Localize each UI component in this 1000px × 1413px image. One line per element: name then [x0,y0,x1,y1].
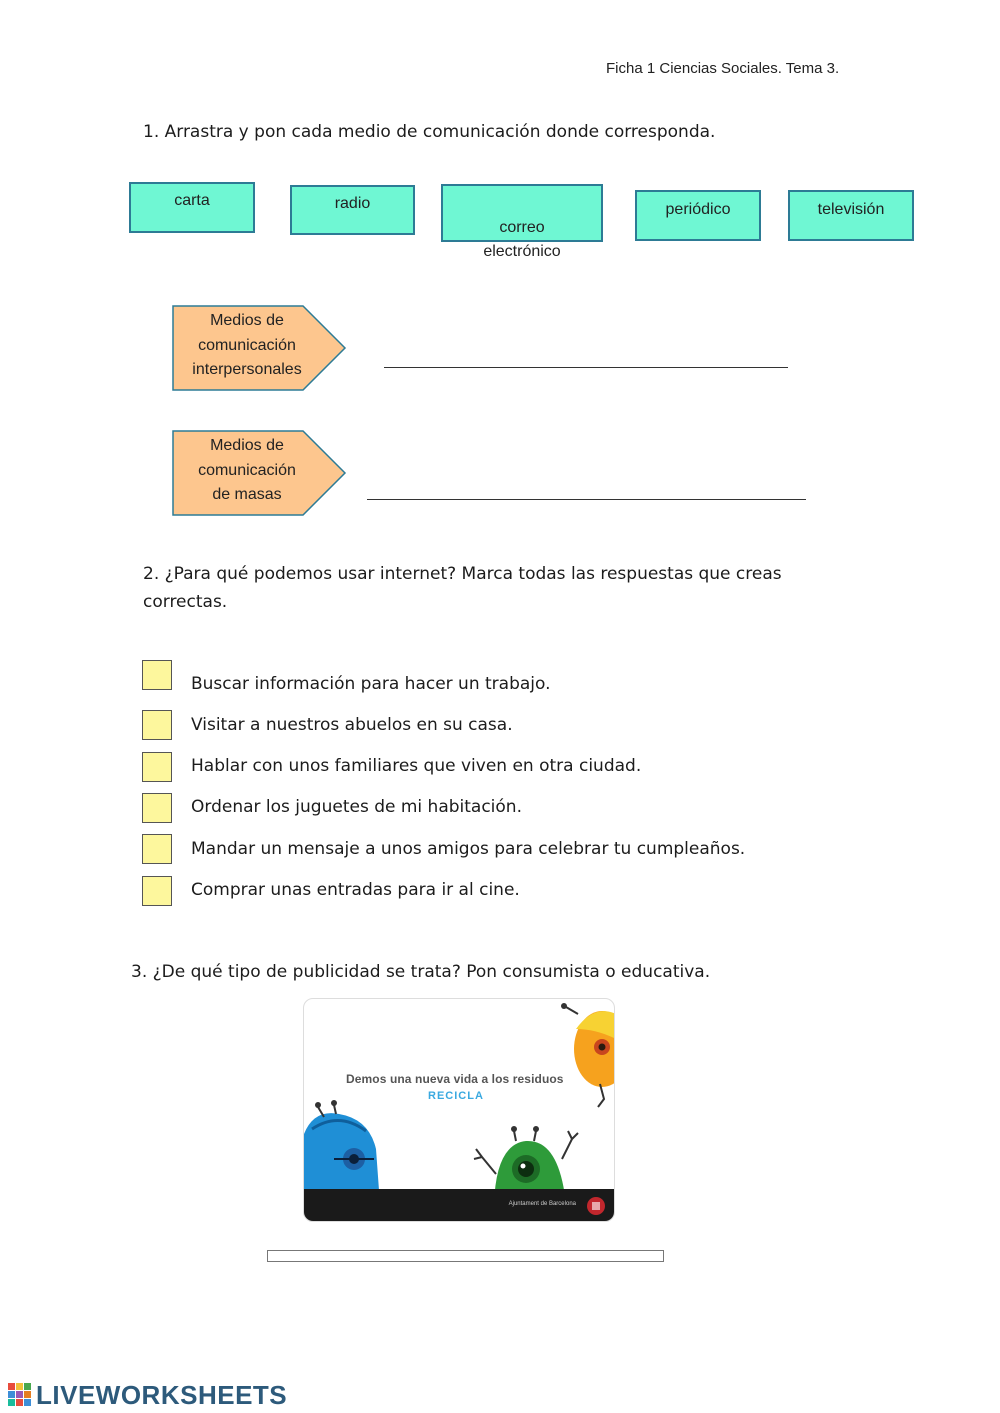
drag-item-radio[interactable] [290,185,415,235]
liveworksheets-logo-icon [8,1383,32,1407]
question-1-prompt: 1. Arrastra y pon cada medio de comunicación donde corresponda. [143,122,716,142]
checkbox-option-2[interactable] [142,710,172,740]
drag-item-label: correo electrónico [483,219,561,260]
option-label-1: Buscar información para hacer un trabajo. [191,674,551,694]
drag-item-label: periódico [665,201,731,218]
drag-item-label: radio [334,195,371,212]
option-label-3: Hablar con unos familiares que viven en otra ciudad. [191,756,642,776]
checkbox-option-1[interactable] [142,660,172,690]
checkbox-option-4[interactable] [142,793,172,823]
checkbox-option-6[interactable] [142,876,172,906]
drag-item-label: carta [174,192,210,209]
worksheet-header: Ficha 1 Ciencias Sociales. Tema 3. [606,60,840,77]
ad-headline: Demos una nueva vida a los residuos [346,1072,564,1086]
answer-input-publicidad[interactable] [267,1250,664,1262]
drop-zone-interpersonales[interactable] [384,367,788,368]
ad-subheadline: RECICLA [428,1090,484,1102]
category-label: Medios de comunicación de masas [198,437,296,503]
question-3-prompt: 3. ¿De qué tipo de publicidad se trata? Pon consumista o educativa. [131,962,711,982]
checkbox-option-5[interactable] [142,834,172,864]
option-label-2: Visitar a nuestros abuelos en su casa. [191,715,513,735]
ad-footer-bar [304,1189,615,1222]
drag-item-label: televisión [817,201,885,218]
drop-zone-masas[interactable] [367,499,806,500]
ad-footer-text: Ajuntament de Barcelona [508,1201,576,1207]
option-label-4: Ordenar los juguetes de mi habitación. [191,797,522,817]
logo-text: LIVEWORKSHEETS [36,1379,288,1410]
category-interpersonales [172,305,347,391]
drag-item-carta[interactable] [129,182,255,233]
category-label: Medios de comunicación interpersonales [192,312,302,378]
checkbox-option-3[interactable] [142,752,172,782]
drag-item-correo-electronico[interactable] [441,184,603,260]
option-label-6: Comprar unas entradas para ir al cine. [191,880,520,900]
option-label-5: Mandar un mensaje a unos amigos para celebrar tu cumpleaños. [191,839,746,859]
recycling-ad-image [303,998,615,1222]
drag-item-periodico[interactable] [635,190,761,241]
liveworksheets-logo [8,1380,287,1410]
barcelona-seal-icon [586,1196,606,1216]
drag-item-television[interactable] [788,190,914,241]
category-masas [172,430,347,516]
question-2-prompt: 2. ¿Para qué podemos usar internet? Marca todas las respuestas que creas correctas. [143,564,782,612]
